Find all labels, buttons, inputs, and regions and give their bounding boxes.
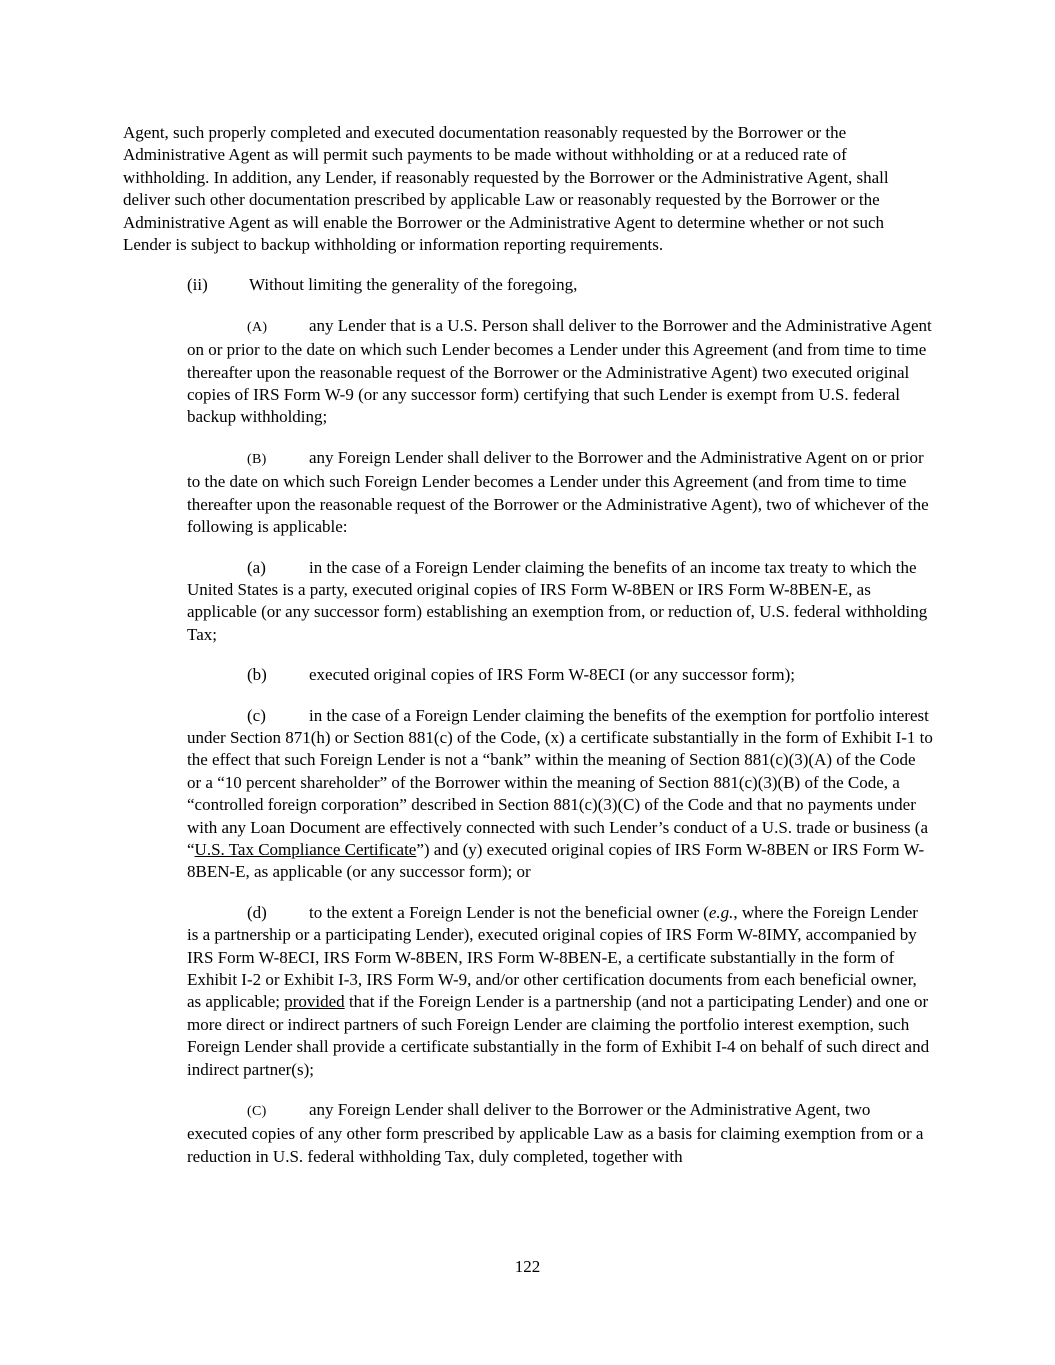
text-run: Without limiting the generality of the foregoing, [249, 275, 578, 295]
list-marker: (ii) [187, 275, 208, 295]
text-run: , where the Foreign Lender is a partnership or a participating Lender), executed original copies of IRS Form W-8IMY, accompanied by IRS Form W-8ECI, IRS Form W-8BEN, IRS Form W-8BEN-E, a certificate substantially in the form of Exhibit I-2 or Exhibit I-3, IRS Form W-9, and/or other certification documents from each beneficial owner, as applicable; [187, 902, 918, 1012]
list-marker: (B) [247, 451, 267, 467]
list-marker: (b) [247, 665, 267, 685]
paragraph [187, 902, 933, 1081]
paragraph [187, 1099, 933, 1168]
paragraph [123, 274, 933, 296]
text-run: any Foreign Lender shall deliver to the Borrower and the Administrative Agent on or prior to the date on which such Foreign Lender becomes a Lender under this Agreement (and from time to time thereafter upon the reasonable request of the Borrower or the Administrative Agent), two of whichever of the following is applicable: [187, 447, 929, 537]
text-run: any Lender that is a U.S. Person shall deliver to the Borrower and the Administrative Agent on or prior to the date on which such Lender becomes a Lender under this Agreement (and from time to time thereafter upon the reasonable request of the Borrower or the Administrative Agent) two executed original copies of IRS Form W-9 (or any successor form) certifying that such Lender is exempt from U.S. federal backup withholding; [187, 315, 932, 427]
page-number: 122 [514, 1257, 541, 1276]
text-run: e.g. [708, 902, 734, 922]
document-body [123, 122, 933, 1186]
text-run: Agent, such properly completed and executed documentation reasonably requested by the Borrower or the Administrative Agent as will permit such payments to be made without withholding or at a reduced rate of withholding. In addition, any Lender, if reasonably requested by the Borrower or the Administrative Agent, shall deliver such other documentation prescribed by applicable Law or reasonably requested by the Borrower or the Administrative Agent as will enable the Borrower or the Administrative Agent to determine whether or not such Lender is subject to backup withholding or information reporting requirements. [123, 123, 889, 255]
text-run: any Foreign Lender shall deliver to the Borrower or the Administrative Agent, two executed copies of any other form prescribed by applicable Law as a basis for claiming exemption from or a reduction in U.S. federal withholding Tax, duly completed, together with [187, 1100, 924, 1166]
text-run: in the case of a Foreign Lender claiming the benefits of an income tax treaty to which the United States is a party, executed original copies of IRS Form W-8BEN or IRS Form W-8BEN-E, as applicable (or any successor form) establishing an exemption from, or reduction of, U.S. federal withholding Tax; [187, 557, 928, 644]
text-run: that if the Foreign Lender is a partnership (and not a participating Lender) and one or more direct or indirect partners of such Foreign Lender are claiming the portfolio interest exemption, such Foreign Lender shall provide a certificate substantially in the form of Exhibit I-4 on behalf of such direct and indirect partner(s); [187, 992, 930, 1079]
text-run: provided [284, 992, 345, 1012]
list-marker: (A) [247, 319, 268, 335]
list-marker: (C) [247, 1104, 267, 1120]
paragraph [187, 664, 933, 686]
paragraph [187, 315, 933, 429]
list-marker: (c) [247, 705, 266, 725]
text-run: executed original copies of IRS Form W-8ECI (or any successor form); [309, 665, 795, 685]
list-marker: (a) [247, 557, 266, 577]
paragraph [123, 122, 933, 256]
text-run: to the extent a Foreign Lender is not the beneficial owner ( [309, 902, 709, 922]
paragraph [187, 557, 933, 647]
text-run: U.S. Tax Compliance Certificate [194, 839, 417, 859]
text-run: ”) and (y) executed original copies of IRS Form W-8BEN or IRS Form W-8BEN-E, as applicable (or any successor form); or [187, 839, 925, 882]
list-marker: (d) [247, 902, 267, 922]
paragraph [187, 447, 933, 539]
paragraph [187, 705, 933, 884]
text-run: in the case of a Foreign Lender claiming the benefits of the exemption for portfolio interest under Section 871(h) or Section 881(c) of the Code, (x) a certificate substantially in the form of Exhibit I-1 to the effect that such Foreign Lender is not a “bank” within the meaning of Section 881(c)(3)(A) of the Code or a “10 percent shareholder” of the Borrower within the meaning of Section 881(c)(3)(B) of the Code, a “controlled foreign corporation” described in Section 881(c)(3)(C) of the Code and that no payments under with any Loan Document are effectively connected with such Lender’s conduct of a U.S. trade or business (a “ [187, 705, 933, 859]
